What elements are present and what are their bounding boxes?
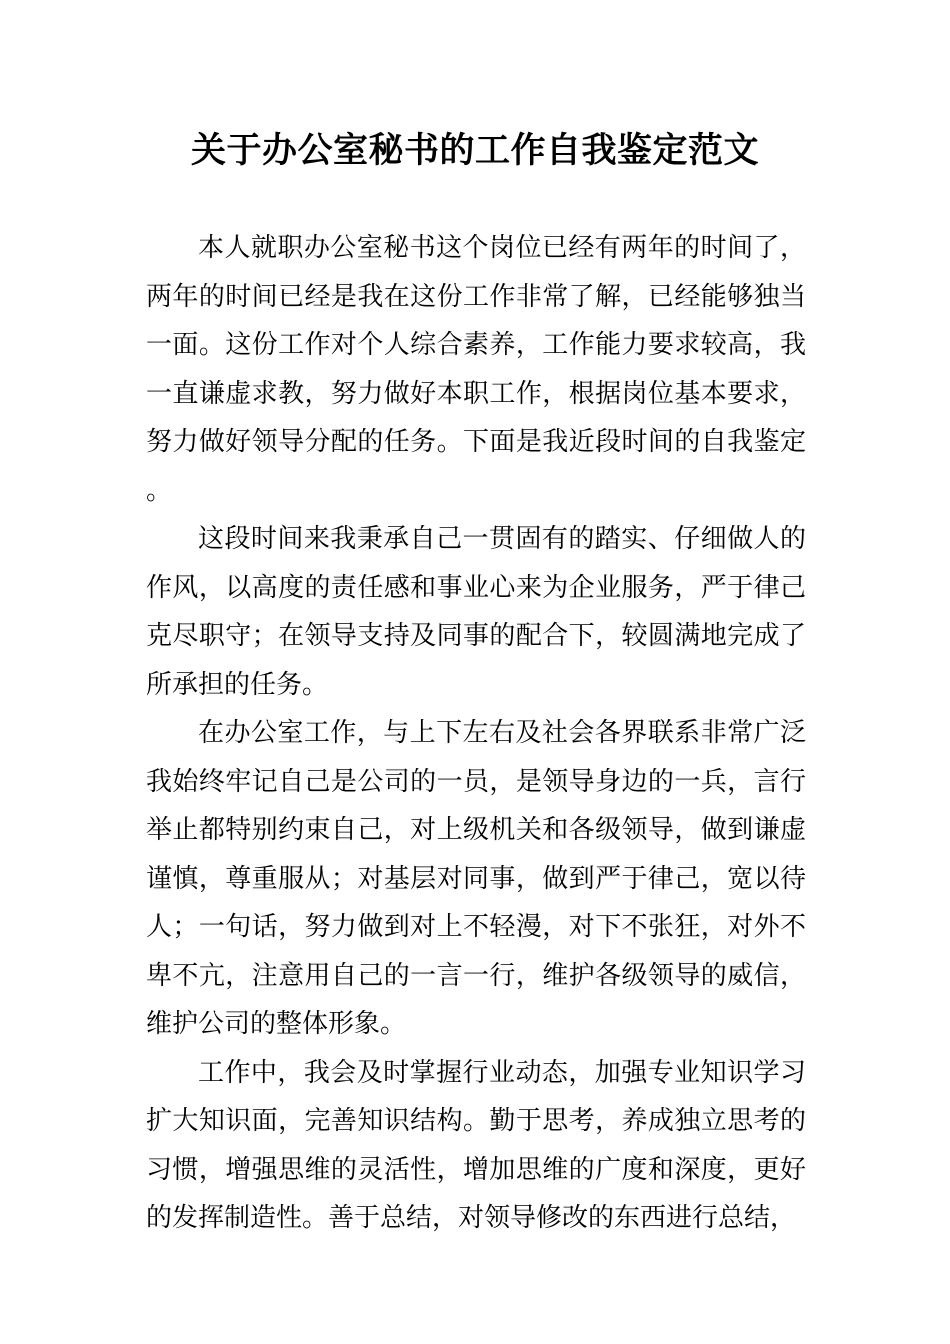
paragraph-2: 这段时间来我秉承自己一贯固有的踏实、仔细做人的作风，以高度的责任感和事业心来为企业服务，严于律己克尽职守；在领导支持及同事的配合下，较圆满地完成了所承担的任务。	[146, 524, 806, 700]
paragraph-4: 工作中，我会及时掌握行业动态，加强专业知识学习扩大知识面，完善知识结构。勤于思考，养成独立思考的习惯，增强思维的灵活性，增加思维的广度和深度，更好的发挥制造性。善于总结，对领导修改的东西进行总结，	[146, 1057, 806, 1233]
document-title: 关于办公室秘书的工作自我鉴定范文	[190, 131, 759, 171]
paragraph-1: 本人就职办公室秘书这个岗位已经有两年的时间了，两年的时间已经是我在这份工作非常了解，已经能够独当一面。这份工作对个人综合素养，工作能力要求较高，我一直谦虚求教，努力做好本职工作，根据岗位基本要求，努力做好领导分配的任务。下面是我近段时间的自我鉴定。	[146, 233, 806, 506]
document-body	[146, 224, 806, 1243]
paragraph-3: 在办公室工作，与上下左右及社会各界联系非常广泛我始终牢记自己是公司的一员，是领导身边的一兵，言行举止都特别约束自己，对上级机关和各级领导，做到谦虚谨慎，尊重服从；对基层对同事，做到严于律己，宽以待人；一句话，努力做到对上不轻漫，对下不张狂，对外不卑不亢，注意用自己的一言一行，维护各级领导的威信，维护公司的整体形象。	[146, 718, 806, 1039]
